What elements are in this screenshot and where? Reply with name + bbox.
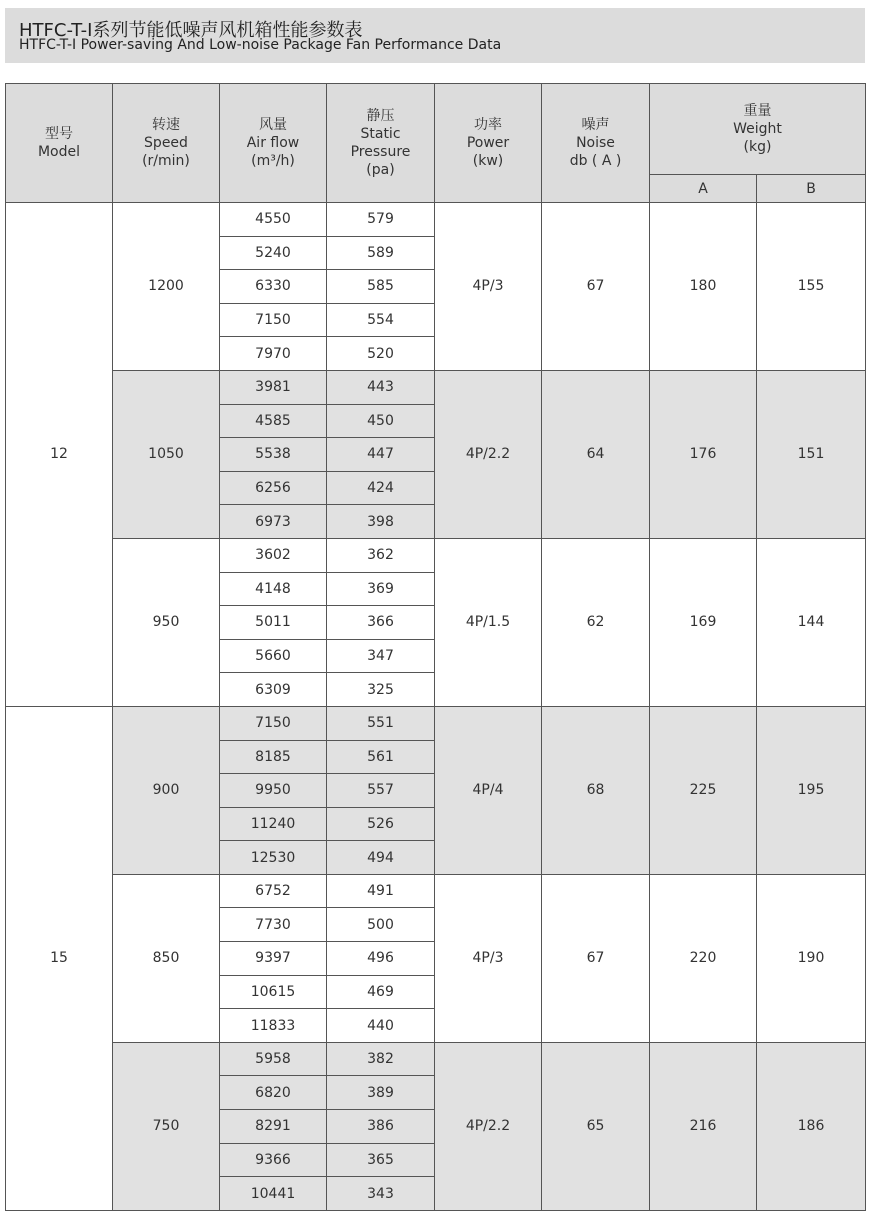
cell-static-pressure: 494 [327,841,435,875]
header-static-pressure: 静压 Static Pressure (pa) [327,84,435,203]
cell-weight-b: 144 [757,538,866,706]
cell-airflow: 8185 [220,740,327,774]
cell-airflow: 9397 [220,942,327,976]
cell-static-pressure: 440 [327,1009,435,1043]
cell-static-pressure: 362 [327,538,435,572]
cell-speed: 900 [113,706,220,874]
cell-static-pressure: 557 [327,774,435,808]
cell-airflow: 5240 [220,236,327,270]
cell-noise: 68 [542,706,650,874]
table-row [6,370,866,404]
cell-airflow: 4148 [220,572,327,606]
cell-static-pressure: 347 [327,639,435,673]
cell-weight-b: 155 [757,203,866,371]
cell-static-pressure: 389 [327,1076,435,1110]
cell-static-pressure: 579 [327,203,435,237]
cell-airflow: 9366 [220,1143,327,1177]
cell-static-pressure: 365 [327,1143,435,1177]
cell-weight-b: 186 [757,1042,866,1210]
performance-table [5,83,866,1211]
header-model: 型号 Model [6,84,113,203]
header-power: 功率 Power (kw) [435,84,542,203]
table-row [6,874,866,908]
cell-airflow: 8291 [220,1110,327,1144]
cell-airflow: 9950 [220,774,327,808]
cell-speed: 850 [113,874,220,1042]
cell-static-pressure: 325 [327,673,435,707]
title-english: HTFC-T-Ⅰ Power-saving And Low-noise Package Fan Performance Data [19,37,502,53]
cell-static-pressure: 366 [327,606,435,640]
cell-airflow: 6820 [220,1076,327,1110]
cell-airflow: 10615 [220,975,327,1009]
cell-static-pressure: 398 [327,505,435,539]
cell-weight-a: 216 [650,1042,757,1210]
cell-weight-a: 176 [650,370,757,538]
cell-airflow: 5958 [220,1042,327,1076]
cell-speed: 750 [113,1042,220,1210]
header-weight: 重量 Weight (kg) [650,84,866,175]
cell-weight-b: 190 [757,874,866,1042]
table-body [6,203,866,1211]
cell-power: 4P/3 [435,874,542,1042]
cell-static-pressure: 469 [327,975,435,1009]
table-row [6,203,866,237]
cell-weight-a: 180 [650,203,757,371]
cell-static-pressure: 382 [327,1042,435,1076]
cell-airflow: 4585 [220,404,327,438]
cell-airflow: 11833 [220,1009,327,1043]
cell-static-pressure: 500 [327,908,435,942]
cell-noise: 67 [542,203,650,371]
cell-airflow: 5660 [220,639,327,673]
cell-static-pressure: 585 [327,270,435,304]
cell-power: 4P/2.2 [435,370,542,538]
cell-airflow: 12530 [220,841,327,875]
cell-power: 4P/1.5 [435,538,542,706]
header-weight-a: A [650,175,757,203]
cell-static-pressure: 369 [327,572,435,606]
cell-static-pressure: 551 [327,706,435,740]
table-row [6,1042,866,1076]
cell-airflow: 6256 [220,471,327,505]
cell-airflow: 7150 [220,303,327,337]
cell-static-pressure: 561 [327,740,435,774]
cell-weight-b: 195 [757,706,866,874]
cell-weight-a: 225 [650,706,757,874]
cell-airflow: 6309 [220,673,327,707]
cell-airflow: 6752 [220,874,327,908]
header-airflow: 风量 Air flow (m³/h) [220,84,327,203]
cell-static-pressure: 520 [327,337,435,371]
cell-static-pressure: 496 [327,942,435,976]
cell-speed: 950 [113,538,220,706]
cell-weight-b: 151 [757,370,866,538]
cell-noise: 64 [542,370,650,538]
cell-airflow: 11240 [220,807,327,841]
cell-airflow: 4550 [220,203,327,237]
cell-static-pressure: 443 [327,370,435,404]
table-row [6,706,866,740]
header-speed: 转速 Speed (r/min) [113,84,220,203]
cell-noise: 67 [542,874,650,1042]
cell-airflow: 5011 [220,606,327,640]
cell-weight-a: 169 [650,538,757,706]
cell-airflow: 7970 [220,337,327,371]
cell-speed: 1050 [113,370,220,538]
cell-airflow: 5538 [220,438,327,472]
header-weight-b: B [757,175,866,203]
cell-airflow: 3981 [220,370,327,404]
cell-power: 4P/4 [435,706,542,874]
cell-static-pressure: 450 [327,404,435,438]
cell-airflow: 6973 [220,505,327,539]
cell-static-pressure: 491 [327,874,435,908]
cell-airflow: 10441 [220,1177,327,1211]
cell-weight-a: 220 [650,874,757,1042]
title-chinese: HTFC-T-Ⅰ系列节能低噪声风机箱性能参数表 [19,20,363,41]
cell-noise: 62 [542,538,650,706]
cell-airflow: 3602 [220,538,327,572]
cell-model: 15 [6,706,113,1210]
cell-speed: 1200 [113,203,220,371]
cell-noise: 65 [542,1042,650,1210]
cell-static-pressure: 343 [327,1177,435,1211]
header-noise: 噪声 Noise db ( A ) [542,84,650,203]
cell-airflow: 7730 [220,908,327,942]
cell-airflow: 7150 [220,706,327,740]
cell-power: 4P/3 [435,203,542,371]
cell-model: 12 [6,203,113,707]
cell-static-pressure: 589 [327,236,435,270]
table-row [6,538,866,572]
title-bar [5,8,865,63]
cell-static-pressure: 447 [327,438,435,472]
cell-static-pressure: 554 [327,303,435,337]
cell-static-pressure: 386 [327,1110,435,1144]
cell-static-pressure: 424 [327,471,435,505]
cell-airflow: 6330 [220,270,327,304]
cell-power: 4P/2.2 [435,1042,542,1210]
cell-static-pressure: 526 [327,807,435,841]
